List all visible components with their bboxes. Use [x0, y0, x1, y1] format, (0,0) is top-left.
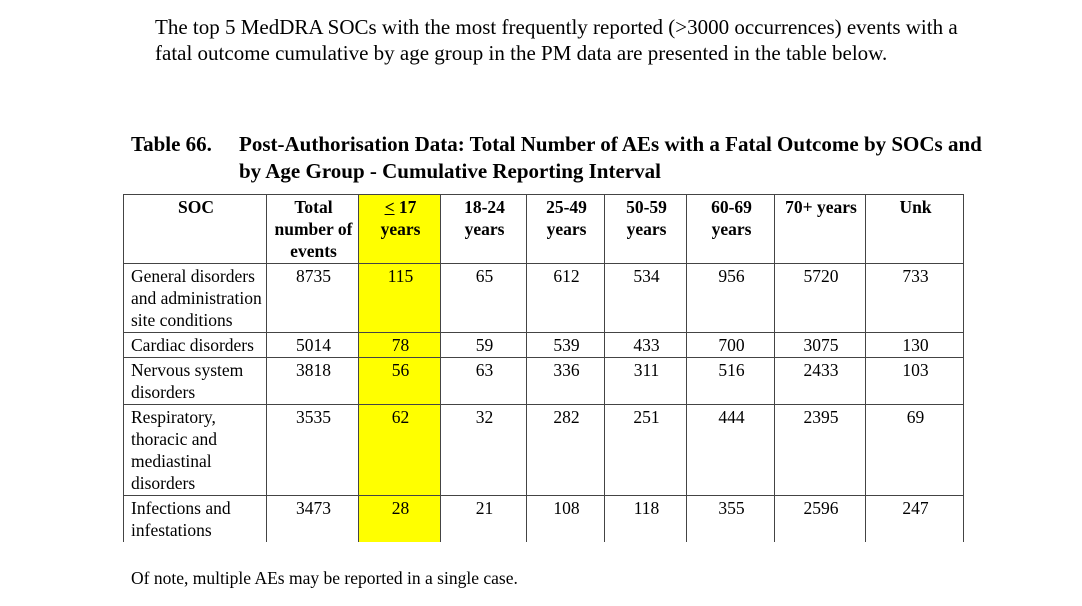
cell-soc: Respiratory, thoracic and mediastinal disorders [124, 405, 267, 496]
table-caption [131, 131, 991, 185]
header-age-60-69: 60-69 years [687, 195, 775, 264]
table-title: Post-Authorisation Data: Total Number of AEs with a Fatal Outcome by SOCs and by Age Group - Cumulative Reporting Interval [239, 132, 982, 183]
cell-age-50-59: 534 [605, 264, 687, 333]
cell-soc: Cardiac disorders [124, 333, 267, 358]
table-row [124, 333, 964, 358]
cell-age-60-69: 355 [687, 496, 775, 543]
cell-total: 5014 [267, 333, 359, 358]
cell-age-under-17: 115 [359, 264, 441, 333]
intro-paragraph: The top 5 MedDRA SOCs with the most frequently reported (>3000 occurrences) events with a fatal outcome cumulative by age group in the PM data are presented in the table below. [155, 15, 958, 65]
cell-total: 8735 [267, 264, 359, 333]
cell-age-under-17: 28 [359, 496, 441, 543]
cell-soc: Nervous system disorders [124, 358, 267, 405]
cell-age-under-17: 78 [359, 333, 441, 358]
cell-age-under-17: 62 [359, 405, 441, 496]
cell-age-70-plus: 2596 [775, 496, 866, 543]
cell-total: 3473 [267, 496, 359, 543]
cell-total: 3818 [267, 358, 359, 405]
cell-age-60-69: 956 [687, 264, 775, 333]
header-age-70-plus: 70+ years [775, 195, 866, 264]
cell-age-18-24: 65 [441, 264, 527, 333]
header-unk: Unk [866, 195, 964, 264]
table-footnote: Of note, multiple AEs may be reported in a single case. [131, 568, 518, 588]
cell-age-70-plus: 3075 [775, 333, 866, 358]
cell-age-25-49: 282 [527, 405, 605, 496]
cell-age-25-49: 539 [527, 333, 605, 358]
header-age-under-17 [359, 195, 441, 264]
cell-age-18-24: 59 [441, 333, 527, 358]
fatal-outcome-table [123, 194, 964, 542]
table-row [124, 358, 964, 405]
table-number: Table 66. [131, 132, 212, 156]
cell-age-50-59: 433 [605, 333, 687, 358]
cell-unk: 69 [866, 405, 964, 496]
table-header-row [124, 195, 964, 264]
cell-age-under-17: 56 [359, 358, 441, 405]
cell-age-50-59: 118 [605, 496, 687, 543]
table-row [124, 405, 964, 496]
cell-age-70-plus: 5720 [775, 264, 866, 333]
header-soc: SOC [124, 195, 267, 264]
cell-age-60-69: 516 [687, 358, 775, 405]
header-age-18-24: 18-24 years [441, 195, 527, 264]
header-age-50-59: 50-59 years [605, 195, 687, 264]
cell-age-70-plus: 2433 [775, 358, 866, 405]
cell-age-25-49: 336 [527, 358, 605, 405]
table-row [124, 264, 964, 333]
cell-unk: 733 [866, 264, 964, 333]
cell-unk: 130 [866, 333, 964, 358]
cell-total: 3535 [267, 405, 359, 496]
cell-age-25-49: 612 [527, 264, 605, 333]
cell-age-18-24: 63 [441, 358, 527, 405]
less-or-equal-symbol: < [384, 197, 395, 217]
cell-age-18-24: 32 [441, 405, 527, 496]
cell-soc: General disorders and administration site conditions [124, 264, 267, 333]
cell-age-60-69: 700 [687, 333, 775, 358]
cell-age-25-49: 108 [527, 496, 605, 543]
cell-age-60-69: 444 [687, 405, 775, 496]
cell-age-50-59: 311 [605, 358, 687, 405]
header-total: Total number of events [267, 195, 359, 264]
cell-age-50-59: 251 [605, 405, 687, 496]
cell-age-18-24: 21 [441, 496, 527, 543]
header-age-25-49: 25-49 years [527, 195, 605, 264]
cell-unk: 247 [866, 496, 964, 543]
table-row [124, 496, 964, 543]
cell-soc: Infections and infestations [124, 496, 267, 543]
cell-unk: 103 [866, 358, 964, 405]
header-age-under-17-label: 17 years [380, 197, 421, 239]
cell-age-70-plus: 2395 [775, 405, 866, 496]
